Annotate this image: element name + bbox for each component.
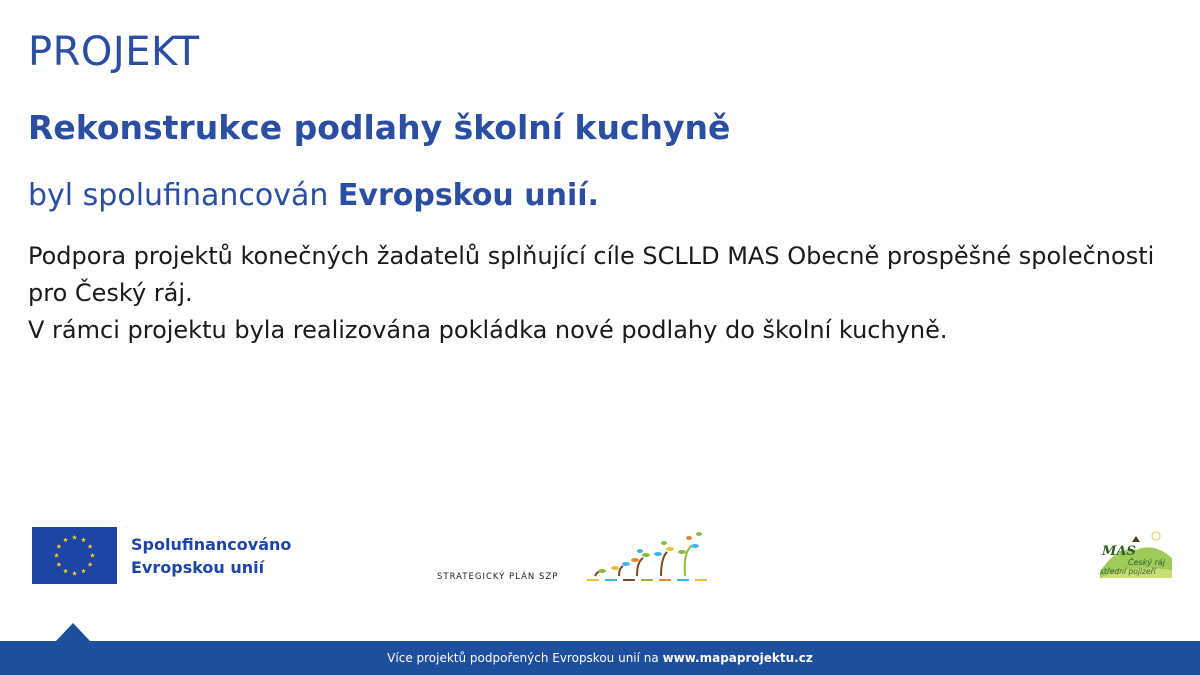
eu-star-icon [81,537,86,542]
eu-logo-line-1: Spolufinancováno [131,534,292,554]
page-heading: PROJEKT [28,29,200,75]
cofinanced-line [28,178,599,214]
mas-logo-line-2: Český ráj [1128,558,1165,567]
project-title: Rekonstrukce podlahy školní kuchyně [28,108,731,147]
description-paragraph-1: Podpora projektů konečných žadatelů splňující cíle SCLLD MAS Obecně prospěšné společnosti pro Český ráj. [28,242,1155,307]
footer-text: Více projektů podpořených Evropskou unií na [387,651,663,665]
eu-star-icon [72,571,77,576]
eu-star-icon [90,553,95,558]
eu-star-icon [63,568,68,573]
eu-star-icon [81,568,86,573]
eu-star-icon [88,562,93,567]
eu-star-icon [54,553,59,558]
szp-logo [437,524,712,584]
eu-star-icon [63,537,68,542]
cofinanced-prefix: byl spolufinancován [28,178,338,213]
description-paragraph-2: V rámci projektu byla realizována pokládka nové podlahy do školní kuchyně. [28,316,948,344]
eu-flag-icon [32,527,117,584]
cofinanced-eu: Evropskou unií. [337,178,599,213]
eu-logo-line-2: Evropskou unií [131,557,265,577]
mas-logo-line-1: MAS [1102,544,1136,559]
eu-star-icon [72,535,77,540]
eu-star-icon [88,544,93,549]
footer-notch [56,623,90,641]
footer-bar [0,641,1200,675]
eu-cofinanced-logo [32,527,291,584]
footer-link[interactable]: www.mapaprojektu.cz [662,651,813,665]
mas-cesky-raj-logo [1096,528,1174,580]
szp-label: STRATEGICKÝ PLÁN SZP [437,572,559,582]
eu-star-icon [56,562,61,567]
mas-logo-line-3: střední pojizeří [1100,567,1156,576]
project-description [28,238,1168,349]
eu-logo-text [131,533,291,579]
eu-star-icon [56,544,61,549]
